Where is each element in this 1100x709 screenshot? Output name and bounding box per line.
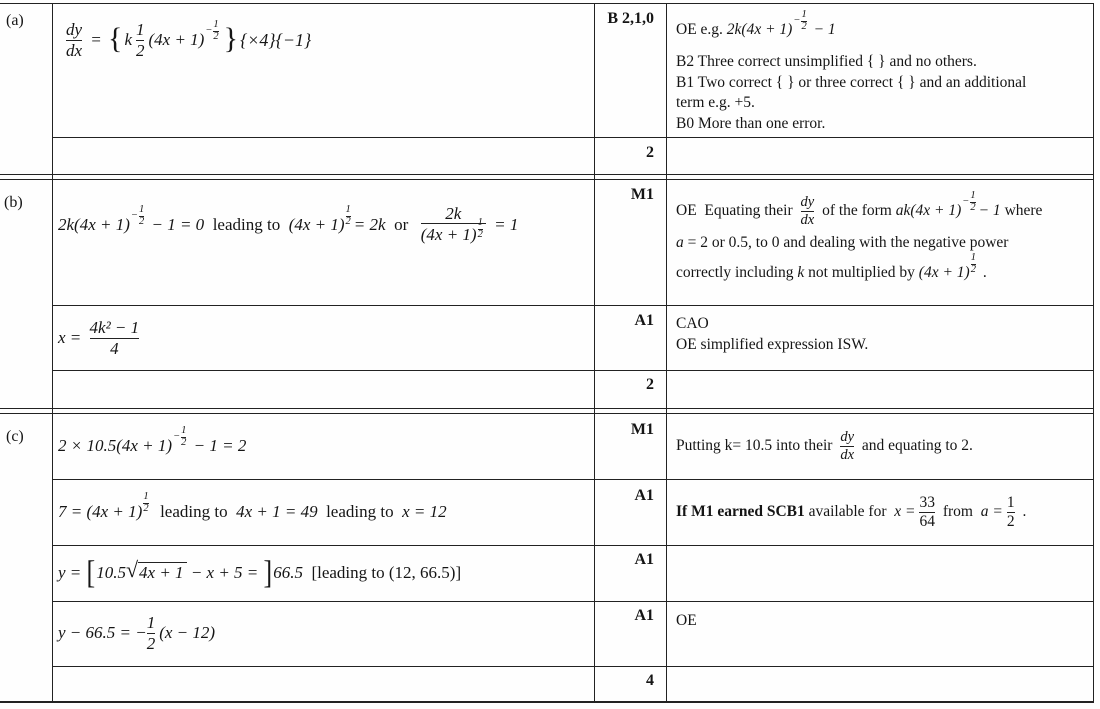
table-border-bottom (0, 701, 1094, 703)
comment-b1 (676, 192, 1090, 290)
table-border-top (0, 3, 1094, 4)
section-divider (0, 179, 1094, 180)
part-b-working-1: 2k(4x + 1) − 1 2 − 1 = 0 leading to (4x + 1) 1 2 = 2k or 2k (4x + 1) 1 2 = 1 (58, 203, 519, 245)
comment-c1: Putting k= 10.5 into their $\frac{dy}{dx}$ and equating to 2. (676, 428, 973, 463)
half-fraction: $\frac{1}{2}$ (135, 20, 145, 60)
comment-b1-line2: a = 2 or 0.5, to 0 and dealing with the negative power (676, 234, 1009, 251)
comment-a (676, 9, 1090, 134)
square-root: √ 4x + 1 (126, 562, 187, 584)
exponent-half: 1 2 (970, 252, 976, 275)
comment-a-line5: B0 More than one error. (676, 114, 826, 132)
mark-b1: M1 (630, 186, 654, 203)
mark-c4: A1 (634, 607, 654, 624)
comment-a-line1: OE e.g. 2k(4x + 1) − 1 2 − 1 (676, 9, 836, 38)
open-bracket: [ (86, 554, 96, 591)
column-divider-marks (594, 3, 595, 703)
mark-c2: A1 (634, 487, 654, 504)
mark-b2: A1 (634, 312, 654, 329)
part-label-a: (a) (6, 12, 24, 29)
part-c-working-3: y = [ 10.5 √ 4x + 1 − x + 5 = ] 66.5 [leading to (12, 66.5)] (58, 554, 462, 591)
open-brace: { (108, 22, 123, 56)
row-divider (52, 370, 1094, 371)
mark-c3: A1 (634, 551, 654, 568)
comment-b1-line3: correctly including k not multiplied by (4x + 1) 1 2 . (676, 252, 987, 281)
exponent-half: 1 2 (143, 491, 149, 514)
row-divider (52, 305, 1094, 306)
exponent-minus-half: − 1 2 (130, 204, 145, 227)
exponent-minus-half: − 1 2 (173, 425, 187, 448)
part-label-c: (c) (6, 428, 24, 445)
section-divider (0, 408, 1094, 409)
exponent-minus-half: − 1 2 (962, 190, 976, 213)
column-divider-label (52, 3, 53, 703)
33-over-64-fraction: $\frac{33}{64}$ (919, 493, 935, 530)
part-a-working: $\frac{dy}{dx}$ = { k $\frac{1}{2}$ (4x + 1) − 1 2 } {×4}{−1} (66, 19, 312, 60)
part-label-b: (b) (4, 194, 23, 211)
radical-icon: √ (125, 557, 139, 582)
4k2-minus-1-over-4-fraction: $\frac{\text{4k² − 1}}{4}$ (89, 317, 140, 358)
comment-c4: OE (676, 612, 697, 629)
part-c-working-4: y − 66.5 = − $\frac{1}{2}$ (x − 12) (58, 612, 216, 653)
comment-c2: If M1 earned SCB1 available for x = $\frac{33}{64}$ from a = $\frac{1}{2}$ . (676, 493, 1027, 530)
comment-b2 (676, 314, 1090, 355)
exponent-half: 1 2 (345, 204, 351, 227)
row-divider (52, 137, 1094, 138)
table-border-right (1093, 3, 1094, 703)
part-c-working-1: 2 × 10.5(4x + 1) − 1 2 − 1 = 2 (58, 425, 247, 455)
row-divider (52, 666, 1094, 667)
dydx-fraction: $\frac{dy}{dx}$ (66, 20, 83, 60)
close-brace: } (223, 22, 239, 56)
mark-c1: M1 (630, 421, 654, 438)
1-over-2-fraction: $\frac{1}{2}$ (146, 612, 156, 653)
column-divider-comments (666, 3, 667, 703)
2k-over-root-fraction: 2k (4x + 1) 1 2 (421, 204, 486, 247)
close-bracket: ] (263, 554, 273, 591)
total-c: 4 (646, 672, 654, 689)
comment-b2-line2: OE simplified expression ISW. (676, 335, 869, 353)
dydx-fraction: $\frac{dy}{dx}$ (800, 193, 815, 228)
part-b-working-2: x = $\frac{\text{4k² − 1}}{4}$ (58, 317, 140, 358)
dydx-fraction: $\frac{dy}{dx}$ (840, 428, 854, 463)
comment-b1-line1: OE Equating their $\frac{dy}{dx}$ of the form ak(4x + 1) − 1 2 − 1 where (676, 190, 1043, 228)
total-b: 2 (646, 376, 654, 393)
section-divider (0, 174, 1094, 175)
comment-a-line2: B2 Three correct unsimplified { } and no others. (676, 53, 977, 70)
exponent-minus-half: − 1 2 (205, 19, 219, 42)
comment-a-line4: term e.g. +5. (676, 94, 755, 111)
1-over-2-fraction: $\frac{1}{2}$ (1006, 493, 1015, 530)
comment-b2-line1: CAO (676, 315, 709, 332)
mark-a: B 2,1,0 (607, 10, 654, 27)
comment-a-line3: B1 Two correct { } or three correct { } and an additional (676, 73, 1027, 91)
total-a: 2 (646, 144, 654, 161)
part-c-working-2: 7 = (4x + 1) 1 2 leading to 4x + 1 = 49 leading to x = 12 (58, 491, 447, 521)
chain-factors: {×4}{−1} (240, 29, 312, 50)
exponent-minus-half: − 1 2 (793, 9, 807, 32)
